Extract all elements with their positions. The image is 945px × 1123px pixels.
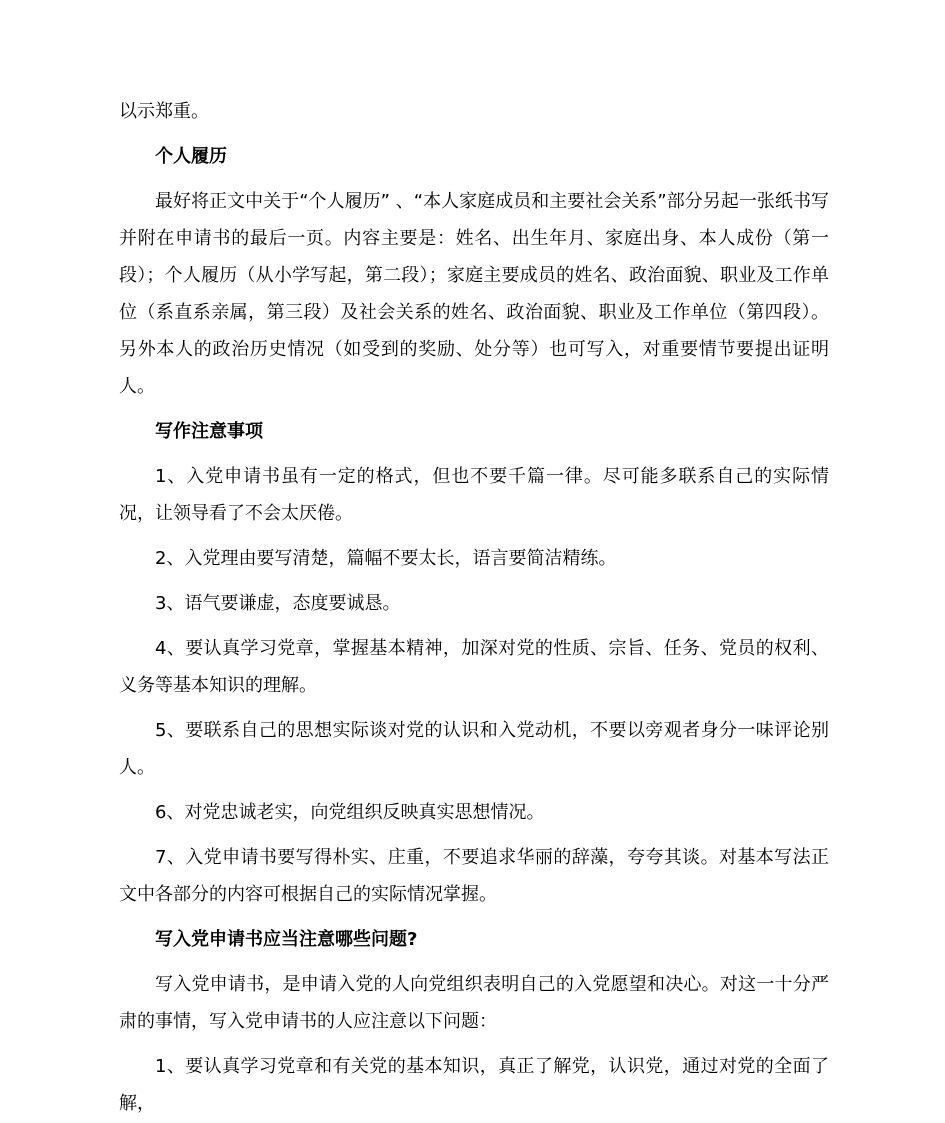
section-heading-writing-notes: 写作注意事项: [155, 421, 263, 442]
document-body: [119, 93, 829, 1122]
continuation-paragraph: 以示郑重。: [119, 101, 209, 122]
resume-paragraph: 最好将正文中关于“个人履历” 、“本人家庭成员和主要社会关系”部分另起一张纸书写并附在申请书的最后一页。内容主要是：姓名、出生年月、家庭出身、本人成份（第一段）；个人履历（从小学写起，第二段）；家庭主要成员的姓名、政治面貌、职业及工作单位（系直系亲属，第三段）及社会关系的姓名、政治面貌、职业及工作单位（第四段）。另外本人的政治历史情况（如受到的奖励、处分等）也可写入，对重要情节要提出证明人。: [119, 191, 829, 397]
list-item: 7、入党申请书要写得朴实、庄重，不要追求华丽的辞藻，夸夸其谈。对基本写法正文中各部分的内容可根据自己的实际情况掌握。: [119, 847, 829, 905]
list-item: 2、入党理由要写清楚，篇幅不要太长，语言要简洁精练。: [155, 548, 617, 569]
list-item: 5、要联系自己的思想实际谈对党的认识和入党动机，不要以旁观者身分一味评论别人。: [119, 720, 829, 778]
list-item: 1、入党申请书虽有一定的格式，但也不要千篇一律。尽可能多联系自己的实际情况，让领导看了不会太厌倦。: [119, 466, 829, 524]
list-item: 3、语气要谦虚，态度要诚恳。: [155, 593, 401, 614]
list-item: 4、要认真学习党章，掌握基本精神，加深对党的性质、宗旨、任务、党员的权利、义务等基本知识的理解。: [119, 638, 829, 696]
list-item: 6、对党忠诚老实，向党组织反映真实思想情况。: [155, 802, 545, 823]
issues-intro-paragraph: 写入党申请书，是申请入党的人向党组织表明自己的入党愿望和决心。对这一十分严肃的事情，写入党申请书的人应注意以下问题：: [119, 974, 829, 1032]
section-heading-issues: 写入党申请书应当注意哪些问题?: [155, 929, 418, 950]
section-heading-resume: 个人履历: [155, 146, 227, 167]
list-item: 1、要认真学习党章和有关党的基本知识，真正了解党，认识党，通过对党的全面了解，: [119, 1056, 829, 1114]
